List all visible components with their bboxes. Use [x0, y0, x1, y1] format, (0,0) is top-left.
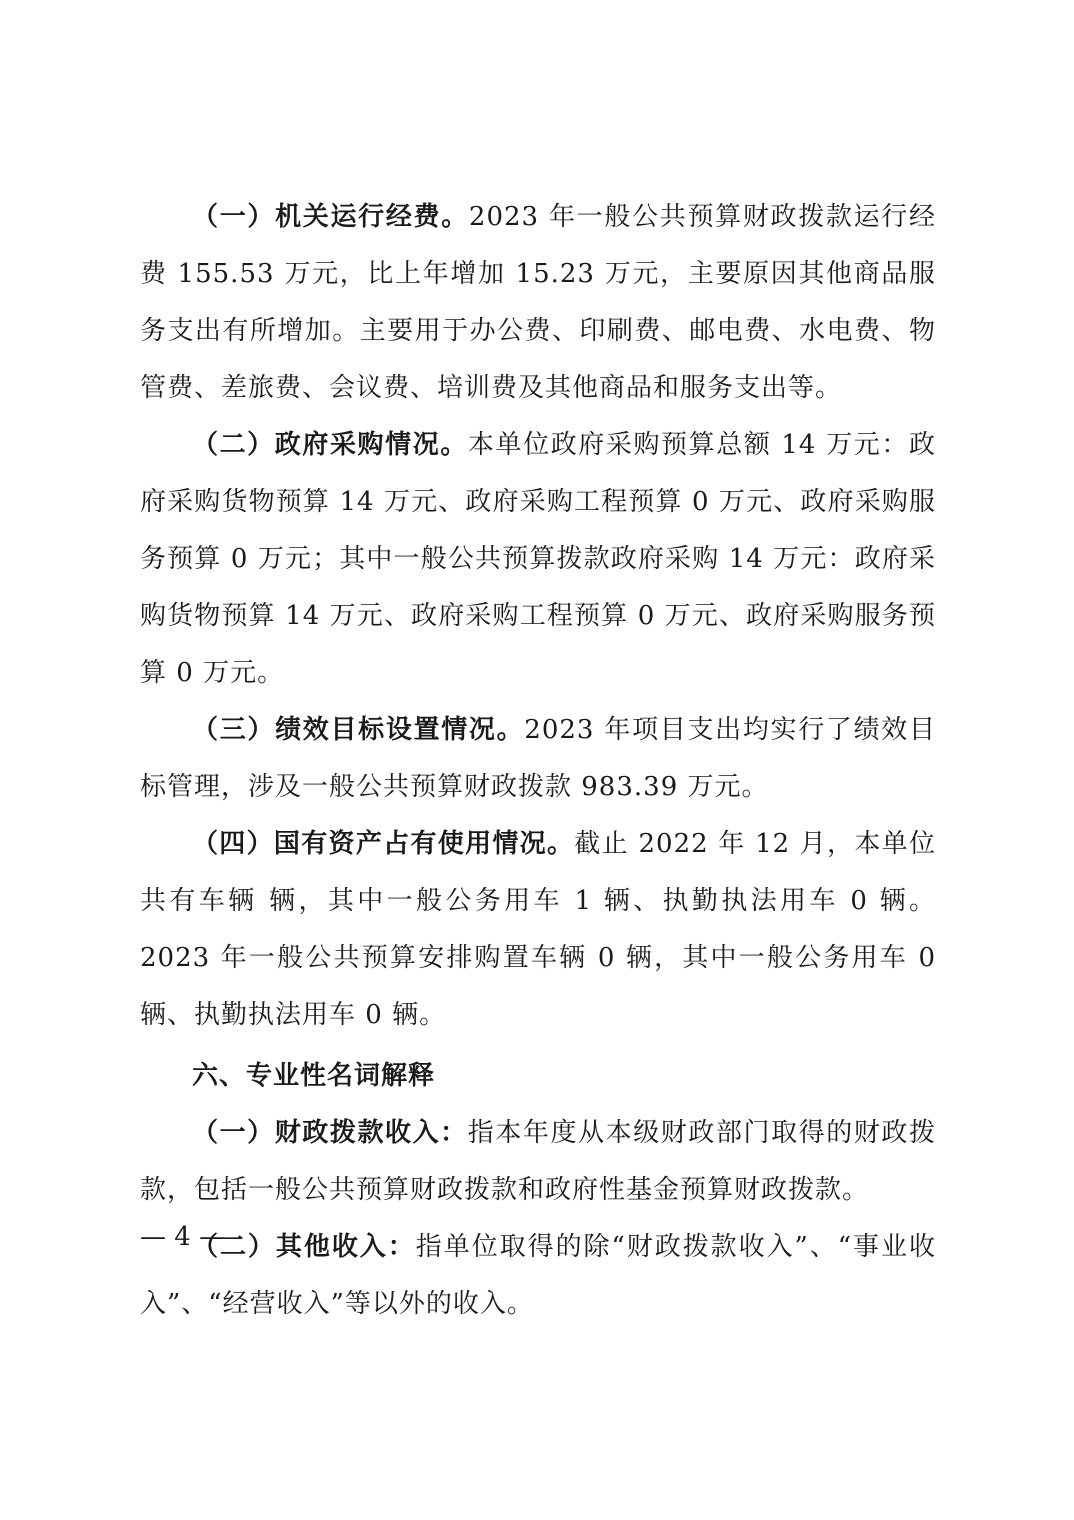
paragraph-performance-targets	[140, 702, 936, 816]
paragraph-text: 指单位取得的除“财政拨款收入”、“事业收入”、“经营收入”等以外的收入。	[140, 1232, 936, 1319]
paragraph-lead: （二）其他收入：	[192, 1232, 416, 1262]
paragraph-state-assets	[140, 816, 936, 1044]
paragraph-text: 指本年度从本级财政部门取得的财政拨款，包括一般公共预算财政拨款和政府性基金预算财政拨款。	[140, 1118, 936, 1205]
paragraph-operating-funds	[140, 189, 936, 417]
paragraph-lead: （一）财政拨款收入：	[192, 1118, 468, 1148]
page-number: — 4 —	[140, 1222, 226, 1252]
paragraph-text: 2023 年项目支出均实行了绩效目标管理，涉及一般公共预算财政拨款 983.39 万元。	[140, 715, 936, 802]
paragraph-lead: （一）机关运行经费。	[192, 202, 469, 232]
paragraph-other-income	[140, 1219, 936, 1333]
document-body	[140, 189, 936, 1333]
paragraph-lead: （四）国有资产占有使用情况。	[192, 829, 575, 859]
paragraph-government-procurement	[140, 417, 936, 702]
paragraph-text: 截止 2022 年 12 月，本单位共有车辆 辆，其中一般公务用车 1 辆、执勤执法用车 0 辆。2023 年一般公共预算安排购置车辆 0 辆，其中一般公务用车 0 辆、执勤执法用车 0 辆。	[140, 829, 936, 1030]
paragraph-text: 2023 年一般公共预算财政拨款运行经费 155.53 万元，比上年增加 15.23 万元，主要原因其他商品服务支出有所增加。主要用于办公费、印刷费、邮电费、水电费、物管费、差旅费、会议费、培训费及其他商品和服务支出等。	[140, 202, 936, 403]
paragraph-lead: （二）政府采购情况。	[192, 430, 468, 460]
paragraph-text: 本单位政府采购预算总额 14 万元：政府采购货物预算 14 万元、政府采购工程预算 0 万元、政府采购服务预算 0 万元；其中一般公共预算拨款政府采购 14 万元：政府采购货物预算 14 万元、政府采购工程预算 0 万元、政府采购服务预算 0 万元。	[140, 430, 936, 688]
paragraph-lead: （三）绩效目标设置情况。	[192, 715, 525, 745]
section-heading: 六、专业性名词解释	[192, 1061, 436, 1091]
paragraph-fiscal-appropriation-income	[140, 1105, 936, 1219]
